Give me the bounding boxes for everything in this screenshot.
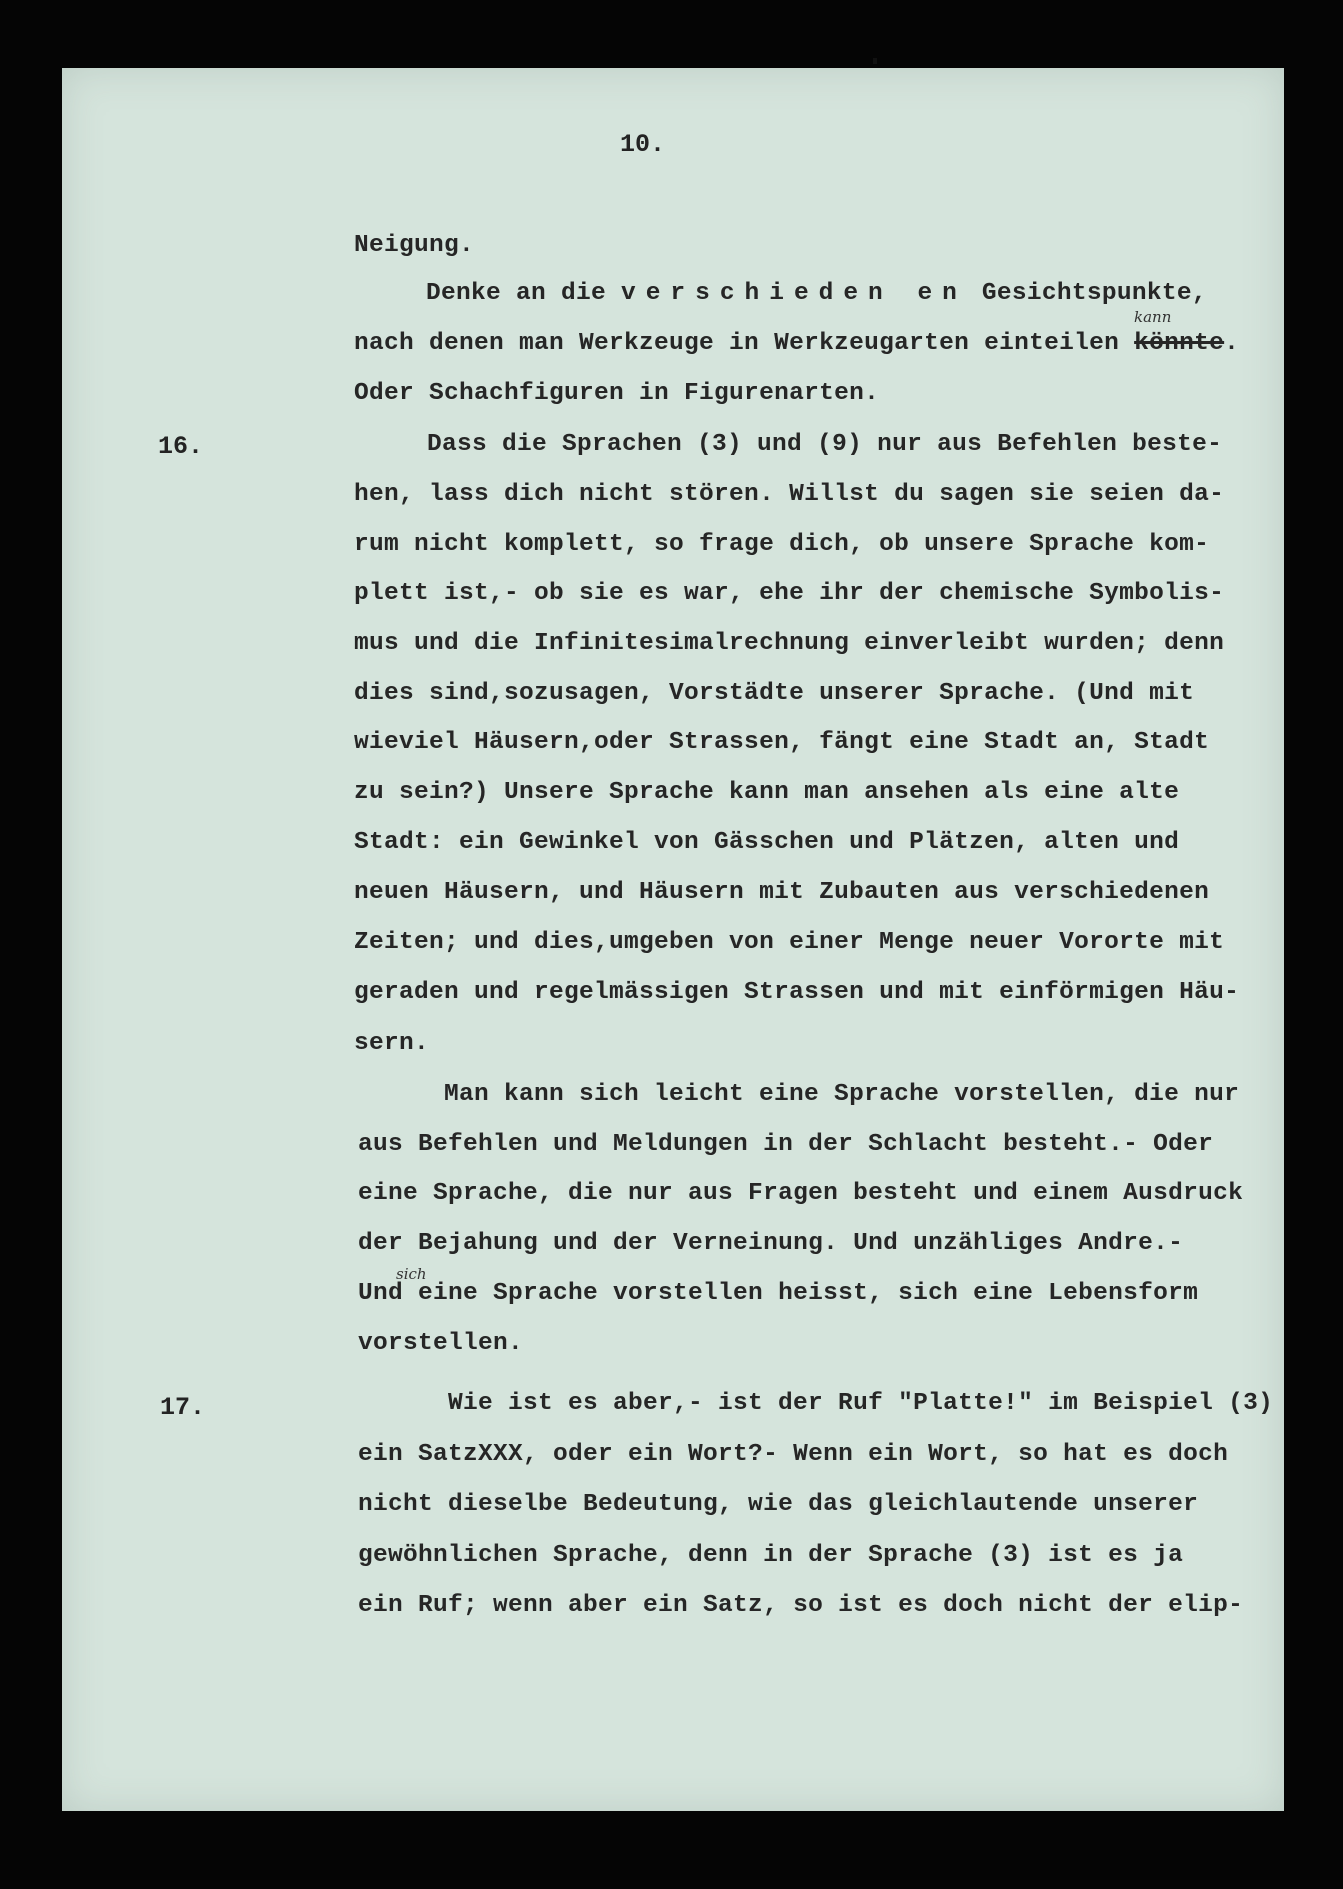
text-line: plett ist,- ob sie es war, ehe ihr der chemische Symbolis- bbox=[354, 580, 1225, 607]
text-line: mus und die Infinitesimalrechnung einverleibt wurden; denn bbox=[354, 630, 1225, 657]
text-line: Stadt: ein Gewinkel von Gässchen und Plätzen, alten und bbox=[354, 829, 1180, 856]
struck-word: könnte bbox=[1134, 330, 1225, 357]
text-line: vorstellen. bbox=[358, 1330, 524, 1357]
scan-mark bbox=[873, 58, 877, 64]
text-line: Neigung. bbox=[354, 232, 475, 259]
text-line: der Bejahung und der Verneinung. Und unzähliges Andre.- bbox=[358, 1230, 1184, 1257]
text-line: wieviel Häusern,oder Strassen, fängt eine Stadt an, Stadt bbox=[354, 729, 1210, 756]
text-line: ein Ruf; wenn aber ein Satz, so ist es doch nicht der elip- bbox=[358, 1592, 1244, 1619]
text-line: geraden und regelmässigen Strassen und mit einförmigen Häu- bbox=[354, 979, 1240, 1006]
page-number: 10. bbox=[620, 130, 666, 159]
text-line: Dass die Sprachen (3) und (9) nur aus Befehlen beste- bbox=[427, 431, 1223, 458]
handwritten-insertion: sich bbox=[396, 1265, 427, 1283]
section-number-16: 16. bbox=[158, 432, 204, 461]
text-line: Oder Schachfiguren in Figurenarten. bbox=[354, 380, 880, 407]
text-line: Denke an die verschieden en Gesichtspunkte, bbox=[426, 280, 1207, 307]
text-line: aus Befehlen und Meldungen in der Schlacht besteht.- Oder bbox=[358, 1131, 1214, 1158]
text-line: gewöhnlichen Sprache, denn in der Sprache (3) ist es ja bbox=[358, 1542, 1184, 1569]
text-line: nicht dieselbe Bedeutung, wie das gleichlautende unserer bbox=[358, 1491, 1199, 1518]
section-number-17: 17. bbox=[160, 1393, 206, 1422]
text-line: neuen Häusern, und Häusern mit Zubauten aus verschiedenen bbox=[354, 879, 1210, 906]
text-line: sern. bbox=[354, 1030, 430, 1057]
text-line: dies sind,sozusagen, Vorstädte unserer Sprache. (Und mit bbox=[354, 680, 1195, 707]
text-line: ein SatzXXX, oder ein Wort?- Wenn ein Wort, so hat es doch bbox=[358, 1441, 1229, 1468]
text-line: Man kann sich leicht eine Sprache vorstellen, die nur bbox=[444, 1081, 1240, 1108]
handwritten-correction: kann bbox=[1134, 308, 1172, 326]
text-line: Und eine Sprache vorstellen heisst, sich eine Lebensform bbox=[358, 1280, 1199, 1307]
text-line: rum nicht komplett, so frage dich, ob unsere Sprache kom- bbox=[354, 531, 1210, 558]
text-line: Wie ist es aber,- ist der Ruf "Platte!" im Beispiel (3) bbox=[448, 1390, 1274, 1417]
text-line: zu sein?) Unsere Sprache kann man ansehen als eine alte bbox=[354, 779, 1180, 806]
text-line: eine Sprache, die nur aus Fragen besteht und einem Ausdruck bbox=[358, 1180, 1244, 1207]
text-line: hen, lass dich nicht stören. Willst du sagen sie seien da- bbox=[354, 481, 1225, 508]
text-line: Zeiten; und dies,umgeben von einer Menge neuer Vororte mit bbox=[354, 929, 1225, 956]
text-line: nach denen man Werkzeuge in Werkzeugarten einteilen könnte. bbox=[354, 330, 1240, 357]
